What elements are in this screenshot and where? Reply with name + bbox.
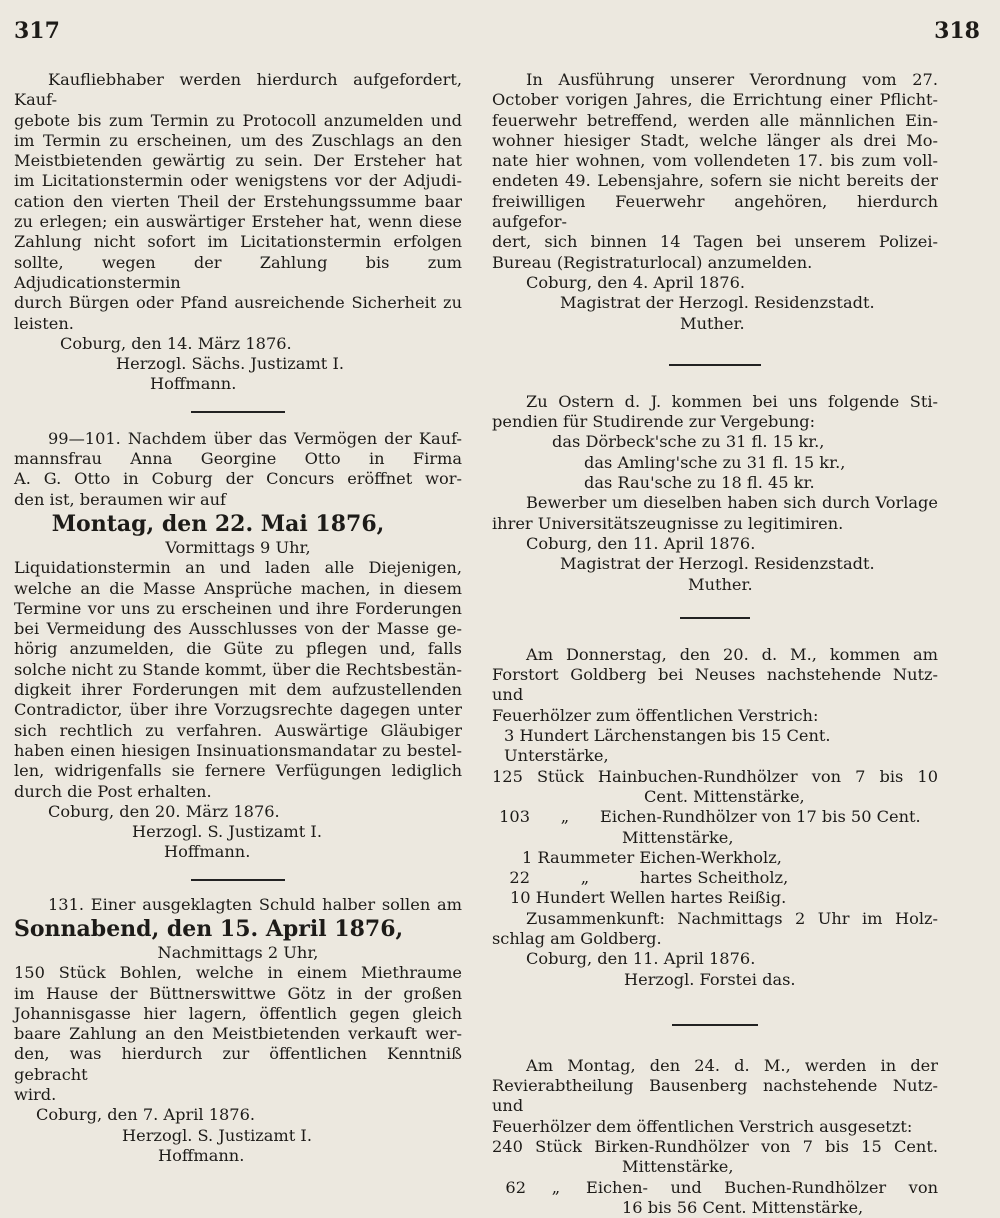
notice-auction-terms (14, 70, 462, 395)
text-line: mannsfrau Anna Georgine Otto in Firma (14, 449, 462, 469)
text-line: wohner hiesiger Stadt, welche länger als drei Mo- (492, 130, 938, 150)
wood-item-cont: 16 bis 56 Cent. Mittenstärke, (622, 1197, 864, 1217)
text-line: Kaufliebhaber werden hierdurch aufgefordert, Kauf- (14, 70, 462, 110)
wood-item (492, 868, 938, 888)
text-line: Contradictor, über ihre Vorzugsrechte dagegen unter (14, 700, 462, 720)
text-line: Termine vor uns zu erscheinen und ihre Forderungen (14, 598, 462, 618)
text-line: bei Vermeidung des Ausschlusses von der Masse ge- (14, 619, 462, 639)
wood-item: 240 Stück Birken-Rundhölzer von 7 bis 15 Cent. (492, 1137, 938, 1157)
notice-date: Coburg, den 11. April 1876. (526, 533, 756, 553)
notice-office: Magistrat der Herzogl. Residenzstadt. (560, 293, 875, 313)
text-line: nate hier wohnen, vom vollendeten 17. bis zum voll- (492, 151, 938, 171)
section-divider (191, 411, 285, 413)
wood-item (492, 1178, 938, 1198)
item-text: Eichen-Rundhölzer von 17 bis 50 Cent. (600, 807, 921, 827)
notice-office: Herzogl. S. Justizamt I. (132, 822, 322, 842)
left-column (14, 70, 462, 1166)
text-line: wird. (14, 1085, 57, 1105)
notice-date: Coburg, den 11. April 1876. (526, 949, 756, 969)
quantity: 62 (505, 1177, 526, 1197)
notice-concurs-otto (14, 429, 462, 863)
notice-signer: Hoffmann. (164, 842, 251, 862)
text-line: cation den vierten Theil der Erstehungssumme baar (14, 191, 462, 211)
bold-date-heading: Montag, den 22. Mai 1876, (51, 510, 385, 537)
stipend-item: das Dörbeck'sche zu 31 fl. 15 kr., (552, 432, 825, 452)
quantity: 22 (509, 868, 530, 888)
notice-office: Herzogl. S. Justizamt I. (122, 1125, 312, 1145)
quantity: 103 (499, 807, 530, 827)
text-line: hörig anzumelden, die Güte zu pflegen und, falls (14, 639, 462, 659)
text-line: Revierabtheilung Bausenberg nachstehende Nutz- und (492, 1076, 938, 1116)
text-line: Am Donnerstag, den 20. d. M., kommen am (526, 644, 938, 664)
text-line: 150 Stück Bohlen, welche in einem Miethraume (14, 963, 462, 983)
text-line: 131. Einer ausgeklagten Schuld halber sollen am (48, 894, 462, 914)
notice-signer: Muther. (680, 313, 745, 333)
text-line: Feuerhölzer dem öffentlichen Verstrich ausgesetzt: (492, 1116, 913, 1136)
text-line: Forstort Goldberg bei Neuses nachstehende Nutz- und (492, 665, 938, 705)
text-line: sich rechtlich zu verfahren. Auswärtige Gläubiger (14, 720, 462, 740)
text-line: durch Bürgen oder Pfand ausreichende Sicherheit zu (14, 293, 462, 313)
section-divider (669, 364, 761, 366)
ditto-mark: „ (560, 807, 570, 827)
time-line: Nachmittags 2 Uhr, (157, 942, 319, 962)
text-line: gebote bis zum Termin zu Protocoll anzumelden und (14, 110, 462, 130)
notice-date: Coburg, den 14. März 1876. (60, 333, 292, 353)
notice-signer: Hoffmann. (158, 1145, 245, 1165)
text-line: den, was hierdurch zur öffentlichen Kenntniß gebracht (14, 1044, 462, 1084)
wood-item: 10 Hundert Wellen hartes Reißig. (510, 888, 787, 908)
notice-fire-brigade (492, 70, 938, 334)
wood-item: 3 Hundert Lärchenstangen bis 15 Cent. Unterstärke, (504, 726, 831, 766)
text-line: sollte, wegen der Zahlung bis zum Adjudicationstermin (14, 252, 462, 292)
notice-office: Herzogl. Forstei das. (624, 969, 796, 989)
wood-item (492, 807, 938, 827)
text-line: baare Zahlung an den Meistbietenden verkauft wer- (14, 1024, 462, 1044)
section-divider (680, 617, 750, 619)
text-line: freiwilligen Feuerwehr angehören, hierdurch aufgefor- (492, 191, 938, 232)
wood-item: 125 Stück Hainbuchen-Rundhölzer von 7 bis 10 (492, 766, 938, 786)
section-divider (672, 1024, 758, 1026)
text-line: 99—101. Nachdem über das Vermögen der Kauf- (48, 428, 462, 448)
page-number-left: 317 (14, 18, 60, 44)
text-line: digkeit ihrer Forderungen mit dem aufzustellenden (14, 680, 462, 700)
text-line: den ist, beraumen wir auf (14, 489, 227, 509)
notice-wood-bausenberg (492, 1056, 938, 1218)
stipend-item: das Amling'sche zu 31 fl. 15 kr., (584, 452, 846, 472)
text-line: pendien für Studirende zur Vergebung: (492, 412, 816, 432)
item-text: Eichen- und Buchen-Rundhölzer von (586, 1177, 938, 1197)
ditto-mark: „ (551, 1177, 561, 1197)
section-divider (191, 879, 285, 881)
text-line: Zu Ostern d. J. kommen bei uns folgende Sti- (526, 391, 938, 411)
wood-item-cont: Mittenstärke, (622, 827, 734, 847)
text-line: feuerwehr betreffend, werden alle männlichen Ein- (492, 110, 938, 130)
text-line: dert, sich binnen 14 Tagen bei unserem Polizei- (492, 232, 938, 252)
wood-item-cont: Cent. Mittenstärke, (644, 786, 805, 806)
text-line: In Ausführung unserer Verordnung vom 27. (526, 70, 938, 89)
text-line: Bewerber um dieselben haben sich durch Vorlage (526, 493, 938, 513)
notice-date: Coburg, den 20. März 1876. (48, 801, 280, 821)
text-line: len, widrigenfalls sie fernere Verfügungen lediglich (14, 761, 462, 781)
wood-item-cont: Mittenstärke, (622, 1157, 734, 1177)
time-line: Vormittags 9 Uhr, (165, 537, 311, 557)
text-line: durch die Post erhalten. (14, 781, 212, 801)
stipend-item: das Rau'sche zu 18 fl. 45 kr. (584, 473, 815, 493)
notice-office: Herzogl. Sächs. Justizamt I. (116, 354, 344, 374)
text-line: A. G. Otto in Coburg der Concurs eröffnet wor- (14, 469, 462, 489)
text-line: im Hause der Büttnerswittwe Götz in der großen (14, 983, 462, 1003)
ditto-mark: „ (580, 868, 590, 888)
text-line: October vorigen Jahres, die Errichtung einer Pflicht- (492, 90, 938, 110)
notice-signer: Muther. (688, 574, 753, 594)
text-line: welche an die Masse Ansprüche machen, in diesem (14, 578, 462, 598)
notice-office: Magistrat der Herzogl. Residenzstadt. (560, 554, 875, 574)
text-line: Zahlung nicht sofort im Licitationstermin erfolgen (14, 232, 462, 252)
text-line: solche nicht zu Stande kommt, über die Rechtsbestän- (14, 659, 462, 679)
text-line: Meistbietenden gewärtig zu sein. Der Ersteher hat (14, 151, 462, 171)
wood-item: 1 Raummeter Eichen-Werkholz, (522, 847, 782, 867)
text-line: leisten. (14, 313, 74, 333)
text-line: zu erlegen; ein auswärtiger Ersteher hat, wenn diese (14, 212, 462, 232)
text-line: Zusammenkunft: Nachmittags 2 Uhr im Holz- (526, 908, 938, 928)
text-line: endeten 49. Lebensjahre, sofern sie nicht bereits der (492, 171, 938, 191)
text-line: Bureau (Registraturlocal) anzumelden. (492, 252, 813, 272)
right-column (492, 70, 938, 1218)
item-text: hartes Scheitholz, (640, 868, 789, 888)
text-line: Johannisgasse hier lagern, öffentlich gegen gleich (14, 1003, 462, 1023)
text-line: im Termin zu erscheinen, um des Zuschlags an den (14, 130, 462, 150)
text-line: Feuerhölzer zum öffentlichen Verstrich: (492, 705, 819, 725)
notice-wood-goldberg (492, 645, 938, 990)
notice-planks-sale (14, 895, 462, 1167)
notice-stipends (492, 392, 938, 595)
text-line: schlag am Goldberg. (492, 928, 662, 948)
text-line: Liquidationstermin an und laden alle Diejenigen, (14, 558, 462, 578)
bold-date-heading: Sonnabend, den 15. April 1876, (14, 915, 404, 942)
page-number-right: 318 (934, 18, 980, 44)
text-line: Am Montag, den 24. d. M., werden in der (526, 1055, 938, 1075)
text-line: haben einen hiesigen Insinuationsmandatar zu bestel- (14, 740, 462, 760)
notice-date: Coburg, den 4. April 1876. (526, 272, 746, 292)
text-line: im Licitationstermin oder wenigstens vor der Adjudi- (14, 171, 462, 191)
text-line: ihrer Universitätszeugnisse zu legitimiren. (492, 513, 844, 533)
notice-signer: Hoffmann. (150, 374, 237, 394)
notice-date: Coburg, den 7. April 1876. (36, 1105, 256, 1125)
